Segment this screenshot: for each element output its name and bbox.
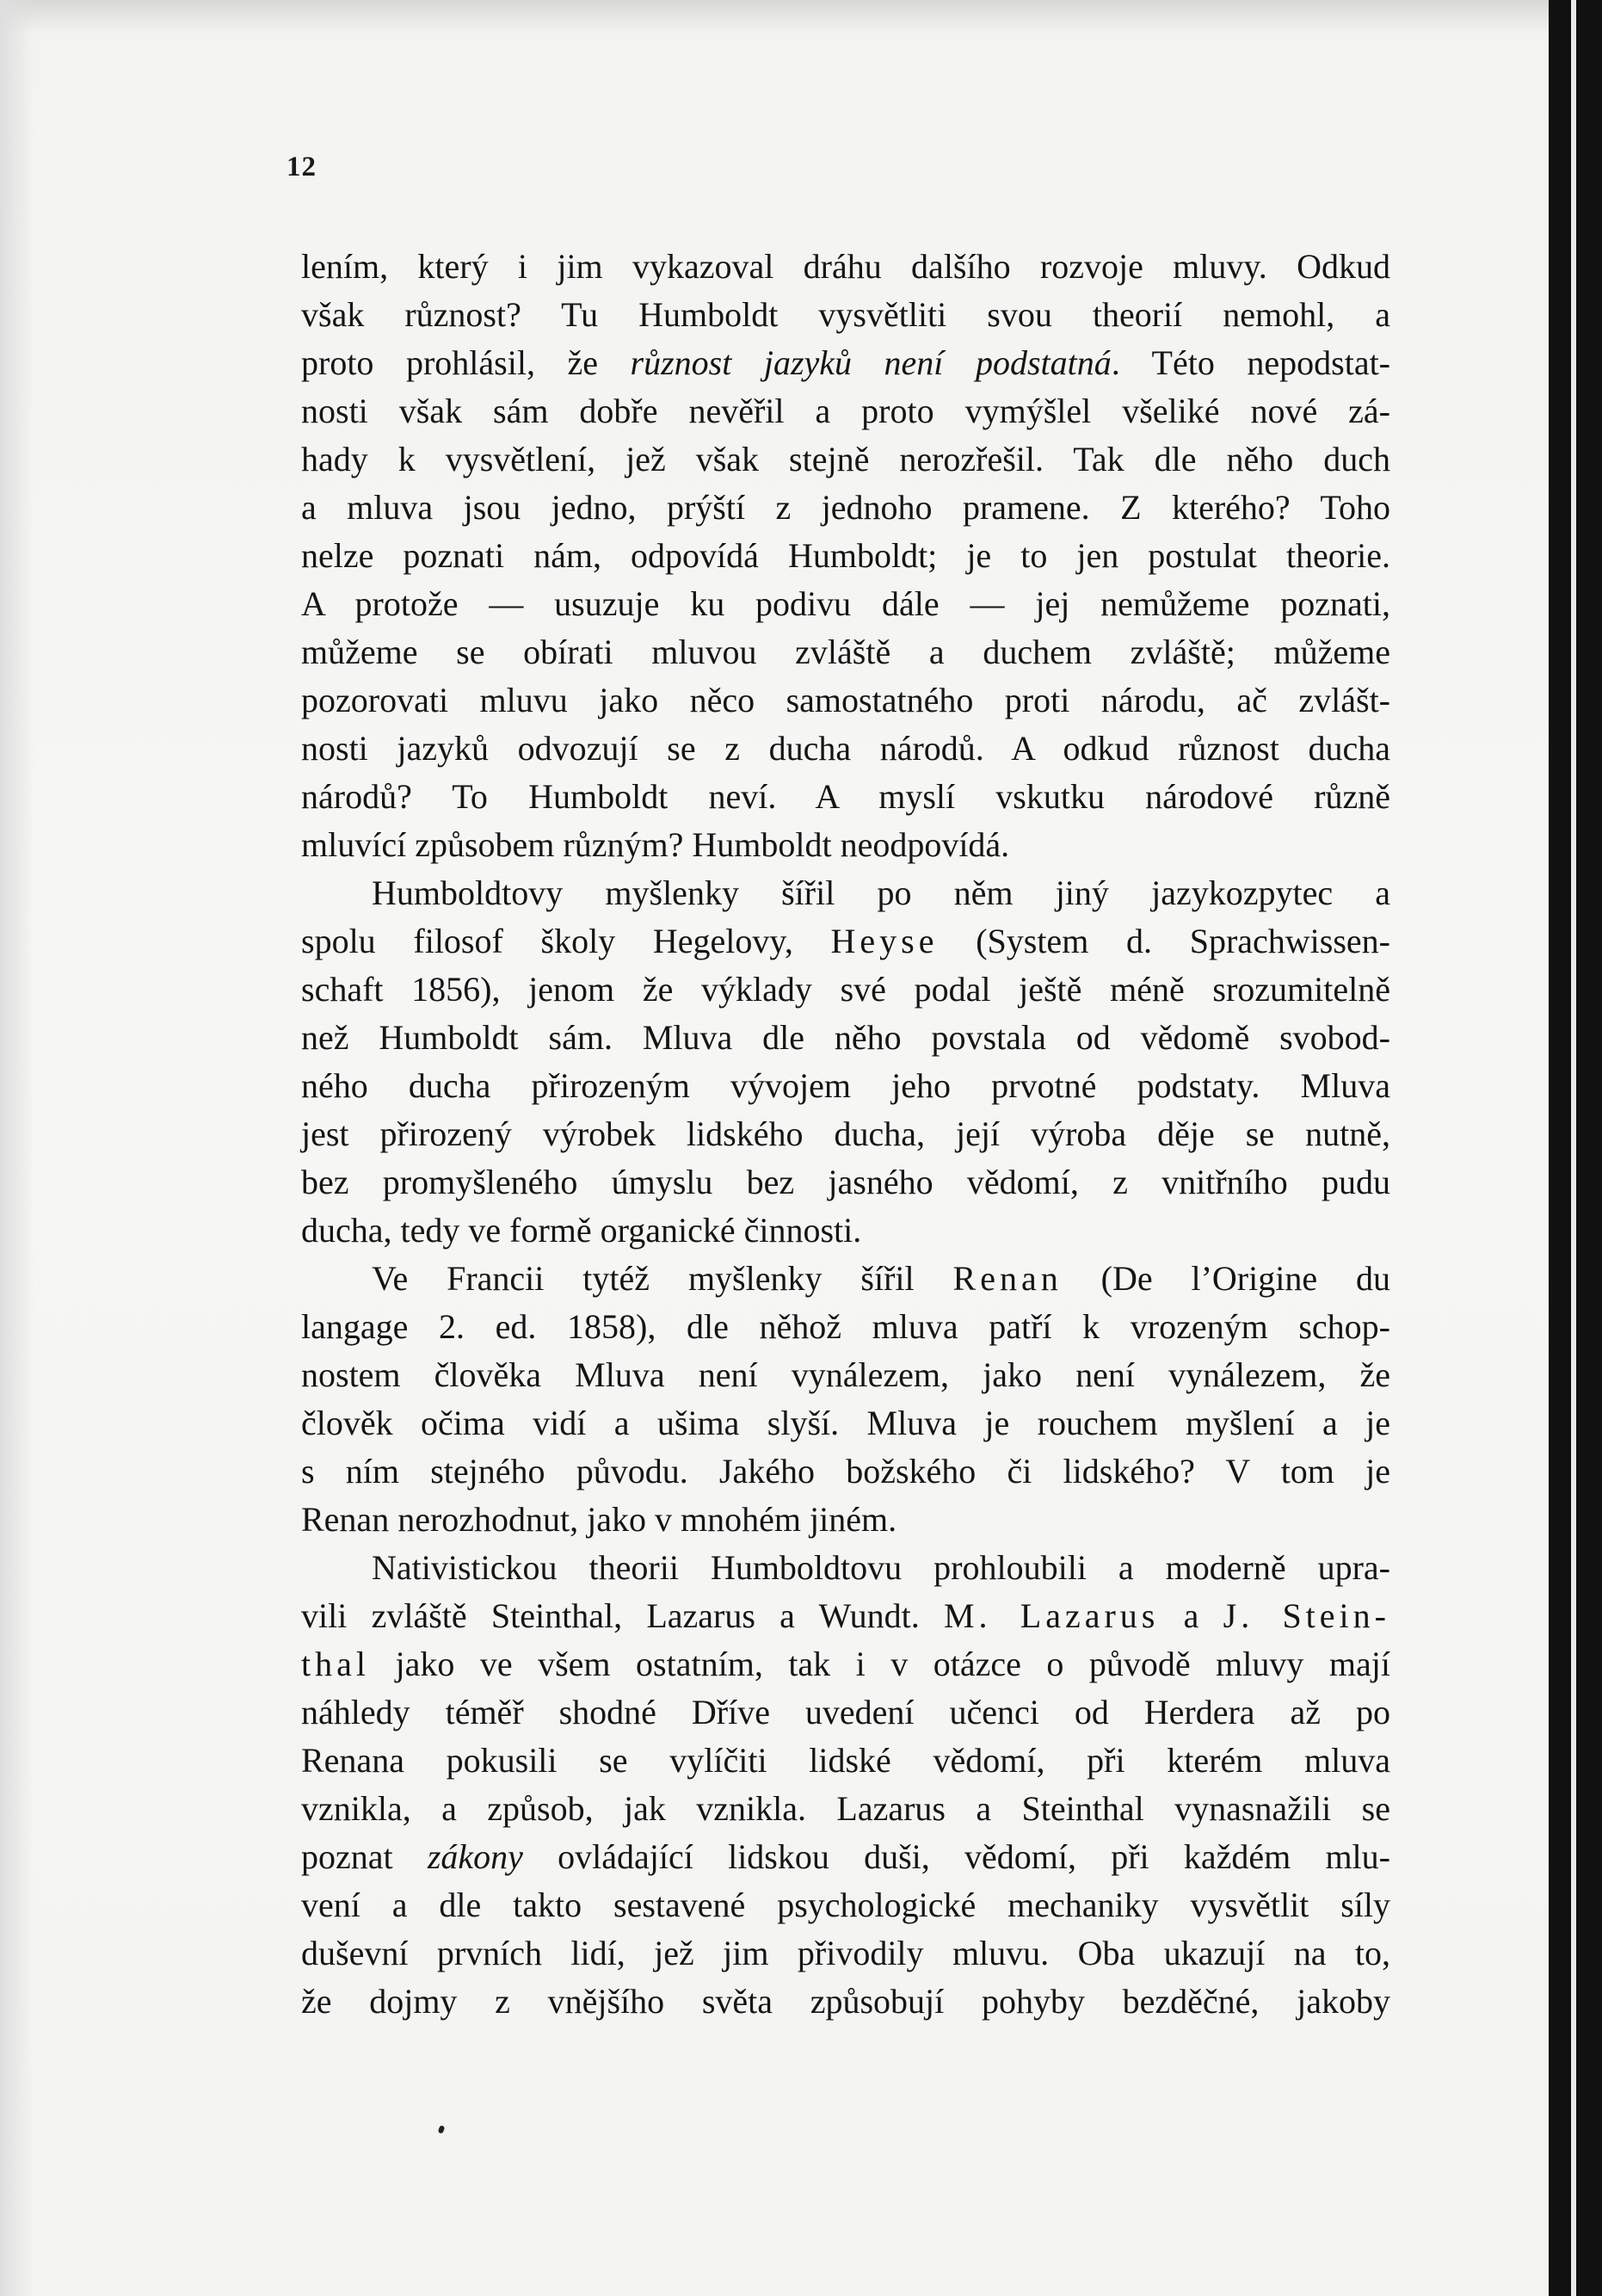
text-line: thal jako ve všem ostatním, tak i v otázce o původě mluvy mají [301,1645,1390,1683]
text-line: bez promyšleného úmyslu bez jasného vědomí, z vnitřního pudu [301,1163,1390,1201]
text-line: langage 2. ed. 1858), dle něhož mluva patří k vrozeným schop- [301,1307,1390,1346]
text-line: spolu filosof školy Hegelovy, Heyse (System d. Sprachwissen- [301,922,1390,960]
spaced-name: J. Stein- [1223,1596,1390,1635]
text-line: ducha, tedy ve formě organické činnosti. [301,1211,862,1250]
text-line: a mluva jsou jedno, prýští z jednoho pramene. Z kterého? Toho [301,488,1390,527]
text-line: schaft 1856), jenom že výklady své podal ještě méně srozumitelně [301,970,1390,1009]
text-line: duševní prvních lidí, jež jim přivodily mluvu. Oba ukazují na to, [301,1934,1390,1972]
text-line: vznikla, a způsob, jak vznikla. Lazarus a Steinthal vynasnažili se [301,1789,1390,1828]
italic-phrase: zákony [427,1837,523,1876]
text-line: nosti jazyků odvozují se z ducha národů. A odkud různost ducha [301,729,1390,768]
text-line: nelze poznati nám, odpovídá Humboldt; je to jen postulat theorie. [301,536,1390,575]
text-line: Humboldtovy myšlenky šířil po něm jiný jazykozpytec a [372,873,1390,912]
text-line: nosti však sám dobře nevěřil a proto vymýšlel všeliké nové zá- [301,392,1390,430]
text-line: Nativistickou theorii Humboldtovu prohloubili a moderně upra- [372,1548,1390,1587]
text-line: můžeme se obírati mluvou zvláště a duchem zvláště; můžeme [301,633,1390,671]
italic-phrase: různost jazyků není podstatná [630,343,1112,382]
text-line: mluvící způsobem různým? Humboldt neodpovídá. [301,825,1010,864]
text-line: poznat zákony ovládající lidskou duši, vědomí, při každém mlu- [301,1837,1390,1876]
text-line: hady k vysvětlení, jež však stejně nerozřešil. Tak dle něho duch [301,440,1390,478]
text-line: A protože — usuzuje ku podivu dále — jej nemůžeme poznati, [301,584,1390,623]
text-line: však různost? Tu Humboldt vysvětliti svou theorií nemohl, a [301,295,1390,334]
text-line: náhledy téměř shodné Dříve uvedení učenci od Herdera až po [301,1693,1390,1731]
text-line: člověk očima vidí a ušima slyší. Mluva je rouchem myšlení a je [301,1404,1390,1442]
text-line: vení a dle takto sestavené psychologické mechaniky vysvětlit síly [301,1886,1390,1924]
text-line: národů? To Humboldt neví. A myslí vskutku národové různě [301,777,1390,816]
text-line: s ním stejného původu. Jakého božského či lidského? V tom je [301,1452,1390,1491]
text-line: proto prohlásil, že různost jazyků není podstatná. Této nepodstat- [301,343,1390,382]
text-line: lením, který i jim vykazoval dráhu dalšího rozvoje mluvy. Odkud [301,247,1390,286]
text-line: Ve Francii tytéž myšlenky šířil Renan (De l’Origine du [372,1259,1391,1298]
page-number: 12 [287,151,317,182]
page-shadow-left [0,0,34,2296]
text-line: ného ducha přirozeným vývojem jeho prvotné podstaty. Mluva [301,1066,1390,1105]
ink-speck [438,2125,446,2134]
text-line: pozorovati mluvu jako něco samostatného proti národu, ač zvlášt- [301,681,1390,719]
spaced-name: Heyse [830,922,939,960]
body-text [301,243,1390,2026]
spaced-name: Renan [952,1259,1063,1298]
text-line: Renan nerozhodnut, jako v mnohém jiném. [301,1500,897,1539]
text-line: jest přirozený výrobek lidského ducha, její výroba děje se nutně, [301,1114,1390,1153]
spaced-name: thal [301,1645,370,1683]
text-line: že dojmy z vnějšího světa způsobují pohyby bezděčné, jakoby [301,1982,1390,2021]
page-shadow-top [0,0,1549,34]
text-line: nostem člověka Mluva není vynálezem, jako není vynálezem, že [301,1355,1390,1394]
spaced-name: M. Lazarus [943,1596,1160,1635]
text-line: než Humboldt sám. Mluva dle něho povstala od vědomě svobod- [301,1018,1390,1057]
text-line: vili zvláště Steinthal, Lazarus a Wundt. M. Lazarus a J. Stein- [301,1596,1390,1635]
text-line: Renana pokusili se vylíčiti lidské vědomí, při kterém mluva [301,1741,1390,1780]
adjacent-page-edge [1571,0,1576,2296]
